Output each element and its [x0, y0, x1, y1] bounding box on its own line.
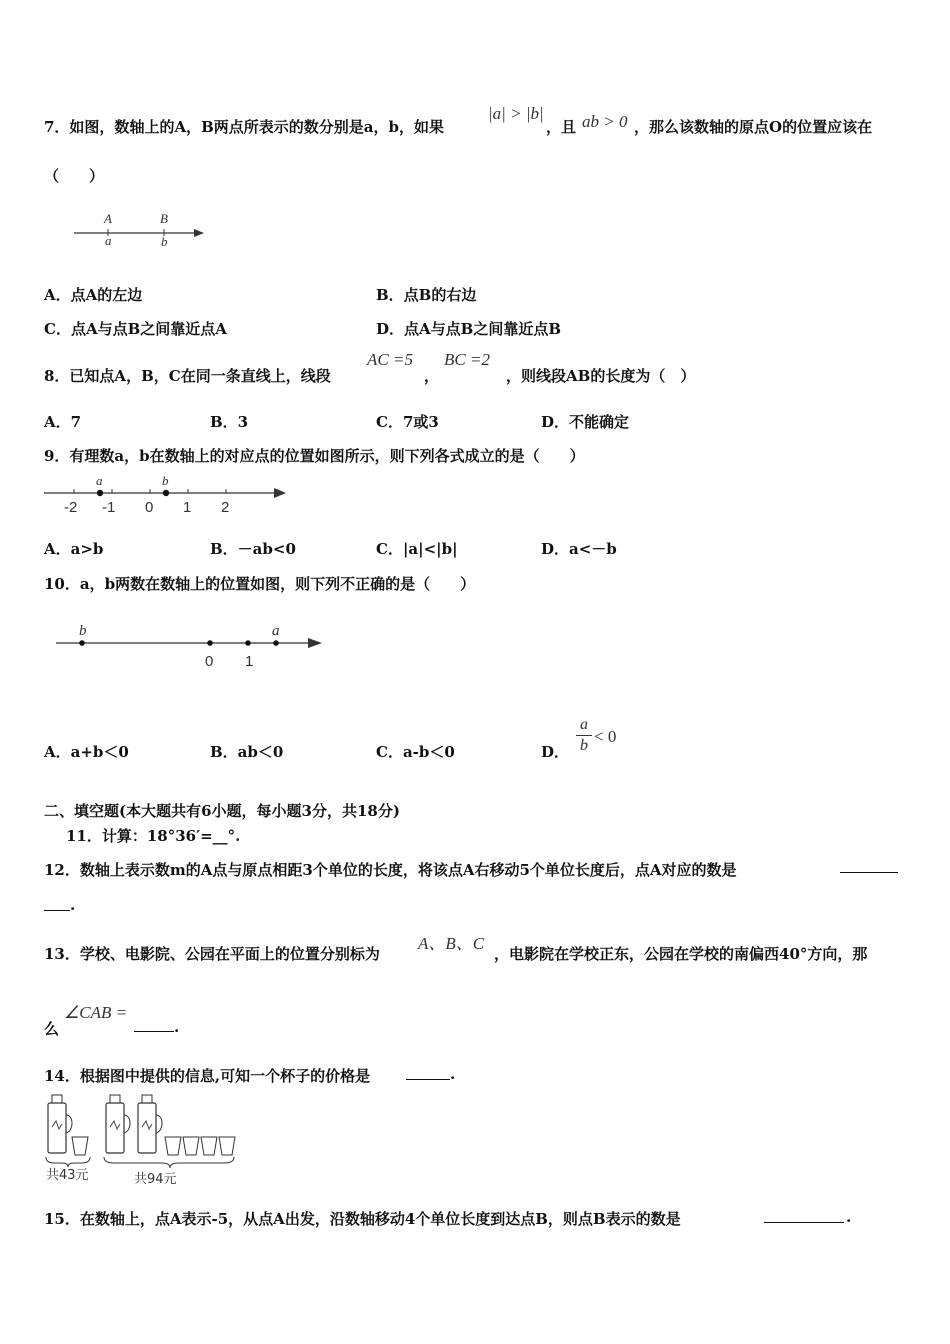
- q15-tail: .: [846, 1208, 852, 1226]
- q10-tick-0: 0: [205, 653, 214, 670]
- q9-option-d[interactable]: D．a<－b: [541, 540, 617, 558]
- q10-option-c[interactable]: C．a-b＜0: [376, 743, 455, 761]
- q10-point-b: [79, 640, 85, 646]
- q9-stem: 9．有理数a，b在数轴上的对应点的位置如图所示，则下列各式成立的是（ ）: [44, 447, 585, 465]
- q10-label-b: b: [79, 623, 87, 639]
- q7-stem-part2: ，且: [546, 118, 577, 136]
- q14-text: 14．根据图中提供的信息,可知一个杯子的价格是: [44, 1067, 371, 1085]
- q7-option-a[interactable]: A．点A的左边: [44, 286, 143, 304]
- q11-text: 11．计算：18°36′=__°.: [66, 827, 241, 845]
- q10-stem: 10．a，b两数在数轴上的位置如图，则下列不正确的是（ ）: [44, 575, 476, 593]
- q9-option-b[interactable]: B．－ab<0: [210, 540, 296, 558]
- section-2-title: 二、填空题(本大题共有6小题，每小题3分，共18分): [44, 802, 400, 820]
- q9-point-a: [97, 490, 103, 496]
- q12-tail: .: [70, 896, 76, 914]
- q7-condition-2: ab > 0: [582, 112, 628, 131]
- q12-answer-blank[interactable]: [840, 872, 898, 873]
- q10-tick-1: 1: [245, 653, 254, 670]
- q8-stem-part1: 8．已知点A，B，C在同一条直线上，线段: [44, 367, 331, 385]
- q12-text: 12．数轴上表示数m的A点与原点相距3个单位的长度，将该点A右移动5个单位长度后，点A对应的数是: [44, 861, 737, 879]
- cup-icon: [183, 1137, 199, 1155]
- q7-label-upper-A: A: [104, 211, 112, 226]
- q7-stem-part3: ，那么该数轴的原点O的位置应该在: [634, 118, 873, 136]
- q15-answer-blank[interactable]: [764, 1222, 844, 1223]
- q10-option-b[interactable]: B．ab＜0: [210, 743, 284, 761]
- q9-option-c[interactable]: C．|a|<|b|: [376, 540, 458, 558]
- q9-tick-2: 2: [221, 499, 230, 516]
- q10-point-1: [245, 640, 251, 646]
- q9-tick-minus-1: -1: [102, 499, 116, 516]
- thermos-icon: [106, 1095, 130, 1153]
- q7-option-b[interactable]: B．点B的右边: [376, 286, 477, 304]
- cup-icon: [72, 1137, 88, 1155]
- q9-label-b: b: [162, 473, 169, 488]
- q7-stem-part1: 7．如图，数轴上的A，B两点所表示的数分别是a，b，如果: [44, 118, 444, 136]
- q14-thermos-cups-figure: [44, 1093, 234, 1185]
- q10-point-0: [207, 640, 213, 646]
- q7-option-c[interactable]: C．点A与点B之间靠近点A: [44, 320, 227, 338]
- q7-number-line-figure: [70, 205, 210, 250]
- q7-label-upper-B: B: [160, 211, 168, 226]
- q9-number-line-figure: [44, 472, 294, 518]
- q9-tick-1: 1: [183, 499, 192, 516]
- q9-label-a: a: [96, 473, 103, 488]
- q8-condition-1: AC =5: [367, 350, 413, 369]
- q7-label-lower-b: b: [161, 234, 168, 249]
- q14-tail: .: [450, 1065, 456, 1083]
- q10-fraction-denominator: b: [580, 737, 588, 754]
- q13-angle-expr: ∠CAB =: [64, 1003, 128, 1022]
- q13-tail: .: [174, 1018, 180, 1036]
- q7-option-d[interactable]: D．点A与点B之间靠近点B: [376, 320, 562, 338]
- q9-point-b: [163, 490, 169, 496]
- q13-stem-part1: 13．学校、电影院、公园在平面上的位置分别标为: [44, 945, 380, 963]
- q13-stem-part2: ，电影院在学校正东，公园在学校的南偏西40°方向，那: [494, 945, 868, 963]
- q10-point-a: [273, 640, 279, 646]
- q8-option-c[interactable]: C．7或3: [376, 413, 439, 431]
- q13-answer-blank[interactable]: [134, 1031, 174, 1032]
- q9-option-a[interactable]: A．a>b: [44, 540, 104, 558]
- thermos-icon: [138, 1095, 162, 1153]
- q9-tick-minus-2: -2: [64, 499, 78, 516]
- cup-icon: [219, 1137, 235, 1155]
- q8-condition-2: BC =2: [444, 350, 490, 369]
- q10-number-line-figure: [56, 618, 331, 670]
- q7-stem: [44, 116, 444, 137]
- thermos-icon: [48, 1095, 72, 1153]
- cup-icon: [201, 1137, 217, 1155]
- q9-tick-0: 0: [145, 499, 154, 516]
- q14-label-right: 共94元: [134, 1172, 177, 1187]
- cup-icon: [165, 1137, 181, 1155]
- q8-separator: ，: [424, 367, 440, 385]
- q14-answer-blank[interactable]: [406, 1079, 450, 1080]
- q10-option-d[interactable]: D．: [541, 743, 570, 761]
- q10-fraction-numerator: a: [580, 716, 588, 733]
- q7-label-lower-a: a: [105, 233, 112, 248]
- q13-condition: A、B、C: [418, 934, 485, 953]
- q10-label-a: a: [272, 623, 280, 639]
- q7-condition-1: |a| > |b|: [488, 104, 544, 123]
- q10-option-d-fraction: [574, 716, 594, 755]
- q12-answer-blank-cont[interactable]: [44, 910, 70, 911]
- q13-line2-prefix: 么: [44, 1020, 60, 1038]
- q10-option-d-relation: < 0: [594, 727, 617, 746]
- q10-option-a[interactable]: A．a+b＜0: [44, 743, 129, 761]
- q7-answer-paren: （ ）: [44, 167, 105, 185]
- q8-option-b[interactable]: B．3: [210, 413, 249, 431]
- q8-stem-part2: ，则线段AB的长度为（ ）: [506, 367, 696, 385]
- q14-label-left: 共43元: [46, 1168, 89, 1183]
- q8-option-d[interactable]: D．不能确定: [541, 413, 630, 431]
- q8-option-a[interactable]: A．7: [44, 413, 82, 431]
- q15-text: 15．在数轴上，点A表示-5，从点A出发，沿数轴移动4个单位长度到达点B，则点B表示的数是: [44, 1210, 681, 1228]
